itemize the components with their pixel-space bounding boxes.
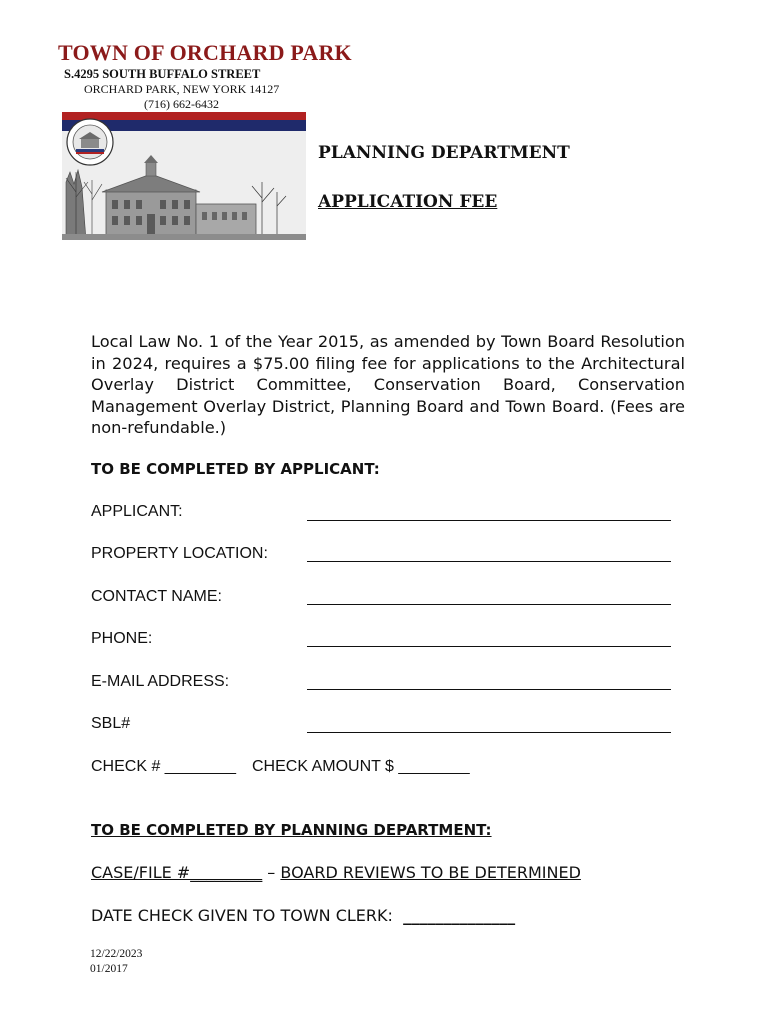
check-amount-field[interactable]: CHECK AMOUNT $ ________ xyxy=(252,758,470,775)
applicant-section-heading: TO BE COMPLETED BY APPLICANT: xyxy=(91,460,380,478)
email-label: E-MAIL ADDRESS: xyxy=(91,673,230,690)
property-location-label: PROPERTY LOCATION: xyxy=(91,545,268,562)
applicant-field[interactable] xyxy=(307,503,671,521)
phone-label: PHONE: xyxy=(91,630,153,647)
original-date: 01/2017 xyxy=(90,963,128,975)
case-file-field[interactable]: CASE/FILE #_________ xyxy=(91,863,263,882)
form-title: APPLICATION FEE xyxy=(318,192,498,212)
department-section-heading: TO BE COMPLETED BY PLANNING DEPARTMENT: xyxy=(91,821,492,839)
town-phone: (716) 662-6432 xyxy=(144,97,219,111)
contact-name-field[interactable] xyxy=(307,588,671,605)
revision-date: 12/22/2023 xyxy=(90,948,143,960)
city-address: ORCHARD PARK, NEW YORK 14127 xyxy=(84,82,280,96)
department-title: PLANNING DEPARTMENT xyxy=(318,143,570,163)
intro-paragraph: Local Law No. 1 of the Year 2015, as amended by Town Board Resolution in 2024, requires a $75.00 filing fee for applications to the Architectural Overlay District Committee, Conservation Board, Conservation Management Overlay District, Planning Board and Town Board. (Fees are non-refundable.) xyxy=(91,332,685,437)
property-location-field[interactable] xyxy=(307,545,671,562)
case-separator: – xyxy=(262,863,281,882)
date-check-label: DATE CHECK GIVEN TO TOWN CLERK: xyxy=(91,906,404,925)
town-seal-icon xyxy=(66,118,114,166)
case-file-line xyxy=(91,863,581,882)
date-check-line xyxy=(91,906,515,925)
date-check-field[interactable]: ______________ xyxy=(403,906,516,925)
board-reviews-text: BOARD REVIEWS TO BE DETERMINED xyxy=(280,863,581,882)
sbl-label: SBL# xyxy=(91,715,131,732)
sbl-field[interactable] xyxy=(307,715,671,733)
check-number-field[interactable]: CHECK # ________ xyxy=(91,758,236,775)
phone-field[interactable] xyxy=(307,630,671,647)
contact-name-label: CONTACT NAME: xyxy=(91,588,222,605)
email-field[interactable] xyxy=(307,673,671,690)
town-name: TOWN OF ORCHARD PARK xyxy=(58,40,352,65)
street-address: S.4295 SOUTH BUFFALO STREET xyxy=(64,67,261,81)
applicant-label: APPLICANT: xyxy=(91,503,183,520)
